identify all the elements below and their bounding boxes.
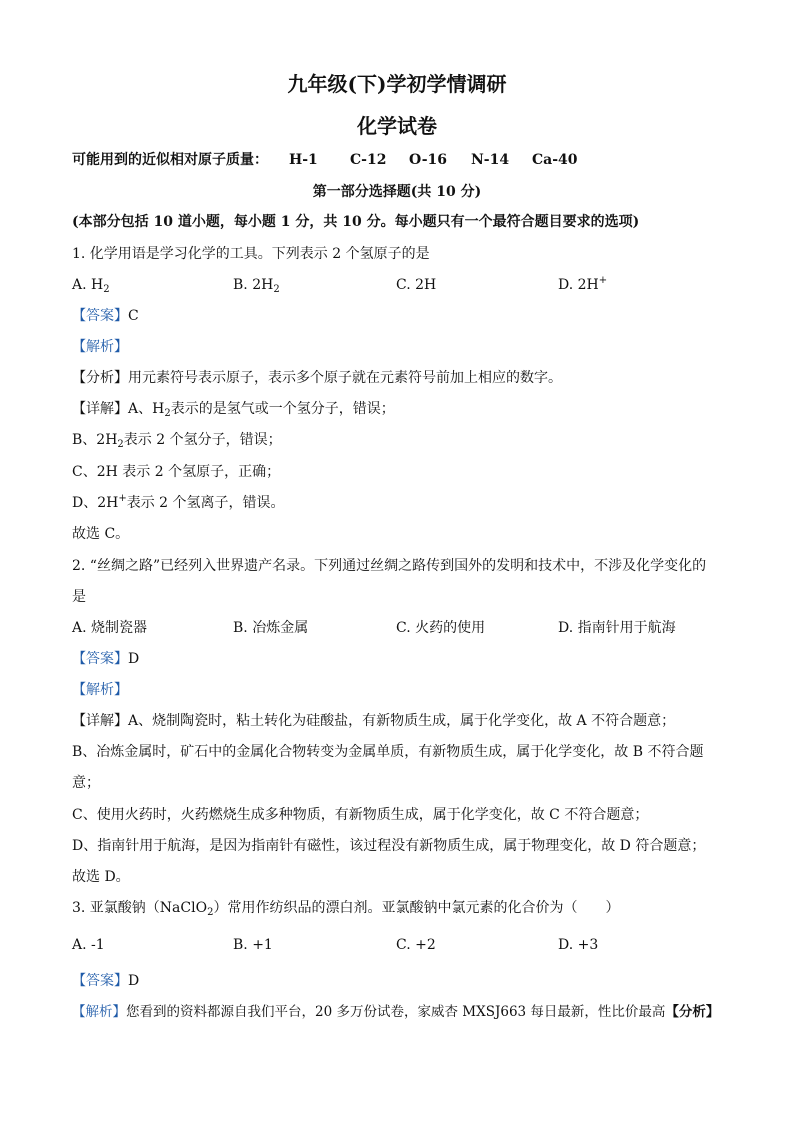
atomic-mass-h: H-1 bbox=[289, 152, 318, 168]
answer-tag: 【答案】 bbox=[72, 651, 128, 667]
q1-detail-b-sub: 2 bbox=[117, 439, 124, 450]
q3-option-d: D. +3 bbox=[558, 937, 599, 953]
q2-option-d: D. 指南针用于航海 bbox=[558, 620, 676, 636]
q2-conclusion: 故选 D。 bbox=[72, 869, 130, 885]
q1-detail-a bbox=[72, 399, 395, 419]
q1-option-b bbox=[233, 275, 280, 295]
q2-detail-a bbox=[72, 711, 675, 731]
q1-detail-c: C、2H 表示 2 个氢原子，正确； bbox=[72, 464, 281, 480]
detail-tag: 【详解】 bbox=[72, 713, 128, 729]
atomic-mass-label: 可能用到的近似相对原子质量： bbox=[72, 152, 268, 168]
q1-detail-b-pre: B、2H bbox=[72, 432, 118, 448]
q2-stem-line2: 是 bbox=[72, 589, 86, 605]
q2-option-a: A. 烧制瓷器 bbox=[72, 620, 148, 636]
q1-option-c: C. 2H bbox=[396, 277, 437, 293]
atomic-mass-c: C-12 bbox=[350, 152, 387, 168]
q2-stem-line1: 2. “丝绸之路”已经列入世界遗产名录。下列通过丝绸之路传到国外的发明和技术中，不涉及化学变化的 bbox=[72, 558, 707, 574]
q1-option-a-sub: 2 bbox=[103, 284, 110, 295]
q2-answer bbox=[72, 649, 139, 669]
q2-detail-d: D、指南针用于航海，是因为指南针有磁性，该过程没有新物质生成，属于物理变化，故 D 符合题意； bbox=[72, 838, 706, 854]
q1-conclusion: 故选 C。 bbox=[72, 526, 130, 542]
q1-fenxi bbox=[72, 368, 562, 388]
q1-answer bbox=[72, 306, 139, 326]
q3-stem-sub: 2 bbox=[207, 907, 214, 918]
q1-detail-d-post: 表示 2 个氢离子，错误。 bbox=[126, 495, 285, 511]
atomic-mass-ca: Ca-40 bbox=[532, 152, 578, 168]
q2-option-b: B. 冶炼金属 bbox=[233, 620, 309, 636]
q1-option-d bbox=[558, 275, 607, 295]
q1-fenxi-text: 用元素符号表示原子，表示多个原子就在元素符号前加上相应的数字。 bbox=[128, 370, 562, 386]
detail-tag: 【详解】 bbox=[72, 401, 128, 417]
q1-answer-value: C bbox=[128, 308, 139, 324]
q2-detail-b2: 意； bbox=[72, 775, 100, 791]
fenxi-tag: 【分析】 bbox=[72, 370, 128, 386]
atomic-mass-line bbox=[72, 150, 268, 170]
analysis-tag: 【解析】 bbox=[72, 1004, 126, 1020]
footer-text: 您看到的资料都源自我们平台，20 多万份试卷，家威杏 MXSJ663 每日最新，性比价最高 bbox=[126, 1004, 666, 1020]
q3-answer-value: D bbox=[128, 973, 140, 989]
q3-option-c: C. +2 bbox=[396, 937, 436, 953]
answer-tag: 【答案】 bbox=[72, 973, 128, 989]
q3-answer bbox=[72, 971, 139, 991]
atomic-mass-o: O-16 bbox=[409, 152, 448, 168]
atomic-mass-n: N-14 bbox=[471, 152, 510, 168]
q1-option-a bbox=[72, 275, 110, 295]
q2-detail-a-text: A、烧制陶瓷时，粘土转化为硅酸盐，有新物质生成，属于化学变化，故 A 不符合题意； bbox=[128, 713, 676, 729]
q1-option-d-text: D. 2H bbox=[558, 277, 599, 293]
q2-answer-value: D bbox=[128, 651, 140, 667]
q2-detail-c: C、使用火药时，火药燃烧生成多种物质，有新物质生成，属于化学变化，故 C 不符合题意； bbox=[72, 807, 649, 823]
q3-option-b: B. +1 bbox=[233, 937, 273, 953]
q1-detail-d-sup: + bbox=[118, 493, 127, 504]
q1-detail-d-pre: D、2H bbox=[72, 495, 119, 511]
q1-detail-b-post: 表示 2 个氢分子，错误； bbox=[123, 432, 282, 448]
q2-analysis bbox=[72, 680, 128, 700]
fenxi-tag: 【分析】 bbox=[665, 1004, 720, 1020]
section-note: (本部分包括 10 道小题，每小题 1 分，共 10 分。每小题只有一个最符合题目要求的选项) bbox=[72, 214, 640, 230]
q2-option-c: C. 火药的使用 bbox=[396, 620, 486, 636]
q1-analysis bbox=[72, 337, 128, 357]
q3-stem-post: ）常用作纺织品的漂白剂。亚氯酸钠中氯元素的化合价为（ ） bbox=[213, 900, 620, 916]
q2-detail-b1: B、冶炼金属时，矿石中的金属化合物转变为金属单质，有新物质生成，属于化学变化，故 B 不符合题 bbox=[72, 744, 704, 760]
q1-detail-a-sub: 2 bbox=[164, 408, 171, 419]
section-title: 第一部分选择题(共 10 分) bbox=[312, 184, 482, 200]
q3-stem bbox=[72, 898, 619, 918]
page-subtitle: 化学试卷 bbox=[357, 114, 437, 138]
analysis-tag: 【解析】 bbox=[72, 339, 128, 355]
q1-detail-a-pre: A、H bbox=[128, 401, 165, 417]
page-title: 九年级(下)学初学情调研 bbox=[287, 72, 507, 96]
q3-stem-pre: 3. 亚氯酸钠（NaClO bbox=[72, 900, 208, 916]
q1-detail-b bbox=[72, 430, 282, 450]
q1-option-b-text: B. 2H bbox=[233, 277, 274, 293]
analysis-tag: 【解析】 bbox=[72, 682, 128, 698]
q3-option-a: A. -1 bbox=[72, 937, 105, 953]
answer-tag: 【答案】 bbox=[72, 308, 128, 324]
q1-detail-a-post: 表示的是氢气或一个氢分子，错误； bbox=[170, 401, 395, 417]
q1-option-b-sub: 2 bbox=[273, 284, 280, 295]
q1-option-d-sup: + bbox=[598, 275, 608, 286]
q1-stem: 1. 化学用语是学习化学的工具。下列表示 2 个氢原子的是 bbox=[72, 246, 430, 262]
q1-detail-d bbox=[72, 493, 285, 513]
q3-analysis-footer bbox=[72, 1002, 719, 1022]
q1-option-a-text: A. H bbox=[72, 277, 104, 293]
